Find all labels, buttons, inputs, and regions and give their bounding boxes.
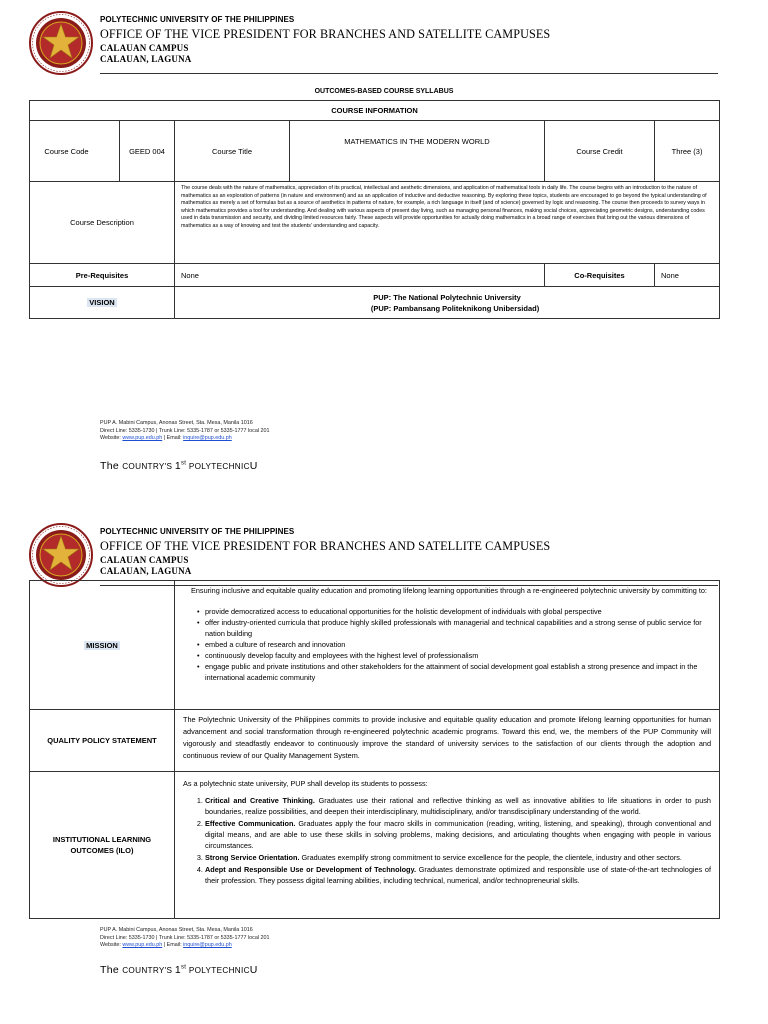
tagline-u: U	[249, 964, 258, 976]
email-label: | Email:	[162, 435, 184, 442]
campus-location: CALAUAN, LAGUNA	[100, 54, 192, 64]
university-name: POLYTECHNIC UNIVERSITY OF THE PHILIPPINES	[100, 527, 295, 536]
quality-policy-label: QUALITY POLICY STATEMENT	[30, 710, 175, 772]
tagline-country: COUNTRY'S	[122, 462, 175, 471]
tagline-st: st	[181, 964, 187, 971]
website-label: Website:	[100, 942, 123, 949]
tagline-st: st	[181, 460, 187, 467]
mission-content	[175, 581, 720, 710]
course-information-table	[29, 100, 720, 319]
mission-label: MISSION	[86, 640, 118, 650]
course-code-label: Course Code	[30, 121, 120, 182]
ilo-item-title: Strong Service Orientation.	[205, 853, 300, 862]
footer-contact	[100, 927, 270, 950]
mission-item: • offer industry-oriented curricula that produce highly skilled professionals with managerial and technical capabilities and a strong sense of public service for nation building	[197, 617, 711, 639]
vision-line-1: PUP: The National Polytechnic University	[373, 292, 521, 302]
website-label: Website:	[100, 435, 123, 442]
ilo-item-text: Graduates use their rational and reflective thinking as well as innovative abilities to life situations in order to push boundaries, realize possibilities, and deepen their interdisciplinary, multidisciplinary, and/or transdisciplinary understanding of the world.	[205, 796, 711, 816]
footer-address: PUP A. Mabini Campus, Anonas Street, Sta. Mesa, Manila 1016	[100, 927, 253, 933]
ilo-item-title: Critical and Creative Thinking.	[205, 796, 315, 805]
corequisites-value: None	[655, 264, 720, 287]
course-description-label: Course Description	[30, 182, 175, 264]
ilo-label: INSTITUTIONAL LEARNING OUTCOMES (ILO)	[30, 772, 175, 919]
pup-seal-icon	[28, 10, 94, 76]
ilo-item	[205, 852, 711, 863]
website-link[interactable]: www.pup.edu.ph	[122, 435, 163, 442]
course-code-value: GEED 004	[120, 121, 175, 182]
ilo-item	[205, 864, 711, 886]
tagline	[100, 964, 258, 976]
mission-item: • provide democratized access to educational opportunities for the holistic development of individuals with global perspective	[197, 606, 711, 617]
tagline-u: U	[249, 460, 258, 472]
mission-item: • embed a culture of research and innovation	[197, 639, 711, 650]
office-name: OFFICE OF THE VICE PRESIDENT FOR BRANCHES AND SATELLITE CAMPUSES	[100, 27, 551, 41]
ilo-item	[205, 795, 711, 817]
footer-web-email	[100, 942, 270, 950]
tagline-the: The	[100, 460, 123, 472]
course-info-header: COURSE INFORMATION	[30, 101, 720, 121]
prerequisites-value: None	[175, 264, 545, 287]
footer-phone-lines: Direct Line: 5335-1730 | Trunk Line: 5335-1787 or 5335-1777 local 201	[100, 934, 270, 941]
ilo-item	[205, 818, 711, 851]
tagline	[100, 460, 258, 472]
vision-statement	[175, 287, 720, 319]
tagline-poly: POLYTECHNIC	[186, 966, 250, 975]
ilo-item-title: Adept and Responsible Use or Development of Technology.	[205, 865, 417, 874]
mission-item: • engage public and private institutions and other stakeholders for the attainment of social development goal establish a strong presence and impact in the international academic community	[197, 661, 711, 683]
syllabus-page-2	[0, 512, 768, 1024]
ilo-item-text: Graduates demonstrate optimized and responsible use of state-of-the-art technologies of their profession. They possess digital learning abilities, including technical, numerical, and/or technopreneurial skills.	[205, 865, 711, 885]
email-link[interactable]: inquire@pup.edu.ph	[183, 435, 232, 442]
university-name: POLYTECHNIC UNIVERSITY OF THE PHILIPPINES	[100, 15, 295, 24]
vision-label-cell	[30, 287, 175, 319]
footer-contact	[100, 420, 270, 443]
campus-location: CALAUAN, LAGUNA	[100, 566, 192, 576]
header-divider	[100, 73, 718, 74]
ilo-list	[183, 795, 711, 886]
course-title-label: Course Title	[175, 121, 290, 182]
ilo-item-title: Effective Communication.	[205, 819, 296, 828]
ilo-intro: As a polytechnic state university, PUP shall develop its students to possess:	[183, 779, 428, 788]
campus-name: CALAUAN CAMPUS	[100, 43, 189, 53]
ilo-item-text: Graduates exemplify strong commitment to service excellence for the people, the clientele, industry and other sectors.	[299, 853, 682, 862]
footer-address: PUP A. Mabini Campus, Anonas Street, Sta. Mesa, Manila 1016	[100, 420, 253, 426]
quality-policy-text: The Polytechnic University of the Philippines commits to provide inclusive and equitable quality education and promote lifelong learning opportunities for human advancement and social transformation through re-engineered polytechnic academic programs. Toward this end, we, the members of the PUP Community will vigorously and steadfastly endeavor to continuously improve the standard of university services to the satisfaction of our clients through the adoption and continuous review of our Quality Management System.	[175, 710, 720, 772]
institutional-info-table	[29, 580, 720, 919]
course-credit-value: Three (3)	[655, 121, 720, 182]
tagline-poly: POLYTECHNIC	[186, 462, 250, 471]
course-credit-label: Course Credit	[545, 121, 655, 182]
ilo-content	[175, 772, 720, 919]
tagline-country: COUNTRY'S	[122, 966, 175, 975]
tagline-first: 1	[174, 460, 181, 472]
footer-web-email	[100, 435, 270, 443]
mission-label-cell	[30, 581, 175, 710]
syllabus-title: OUTCOMES-BASED COURSE SYLLABUS	[314, 88, 454, 95]
website-link[interactable]: www.pup.edu.ph	[122, 942, 163, 949]
mission-list	[183, 606, 711, 683]
pup-seal-icon	[28, 522, 94, 588]
tagline-the: The	[100, 964, 123, 976]
prerequisites-label: Pre-Requisites	[30, 264, 175, 287]
tagline-first: 1	[174, 964, 181, 976]
corequisites-label: Co-Requisites	[545, 264, 655, 287]
campus-name: CALAUAN CAMPUS	[100, 555, 189, 565]
ilo-item-text: Graduates apply the four macro skills in communication (reading, writing, listening, and speaking), through conventional and digital means, and are able to use these skills in solving problems, making decisions, and articulating thoughts when engaging with people in various circumstances.	[205, 819, 712, 850]
vision-label: VISION	[89, 298, 115, 307]
course-description-text: The course deals with the nature of mathematics, appreciation of its practical, intellectual and aesthetic dimensions, and application of mathematical tools in daily life. The course begins with an introduction to the nature of mathematics as an exploration of patterns (in nature and environment) and as an application of inductive and deductive reasoning. By exploring these topics, students are encouraged to go beyond the typical understanding of mathematics as merely a set of formulas but as a source of aesthetics in patterns of nature, for example, a rich language in itself (and of science) governed by logic and reasoning. The course then proceeds to survey ways in which mathematics provides a tool for understanding. And dealing with various aspects of present day living, such as managing personal finances, making social choices, appreciating geometric designs, understanding codes used in data transmission and security, and dividing limited resources fairly. These aspects will provide opportunities for actually doing mathematics in a broad range of exercises that bring out the various dimensions of mathematics as a way of knowing and test the students' understanding and capacity.	[175, 182, 720, 264]
office-name: OFFICE OF THE VICE PRESIDENT FOR BRANCHES AND SATELLITE CAMPUSES	[100, 539, 551, 553]
email-link[interactable]: inquire@pup.edu.ph	[183, 942, 232, 949]
mission-item: • continuously develop faculty and employees with the highest level of professionalism	[197, 650, 711, 661]
vision-line-2: (PUP: Pambansang Politeknikong Unibersidad)	[370, 303, 540, 313]
course-title-value: MATHEMATICS IN THE MODERN WORLD	[290, 121, 545, 182]
mission-intro: Ensuring inclusive and equitable quality education and promoting lifelong learning opportunities through a re-engineered polytechnic university by committing to:	[191, 586, 707, 595]
email-label: | Email:	[162, 942, 184, 949]
footer-phone-lines: Direct Line: 5335-1730 | Trunk Line: 5335-1787 or 5335-1777 local 201	[100, 427, 270, 434]
